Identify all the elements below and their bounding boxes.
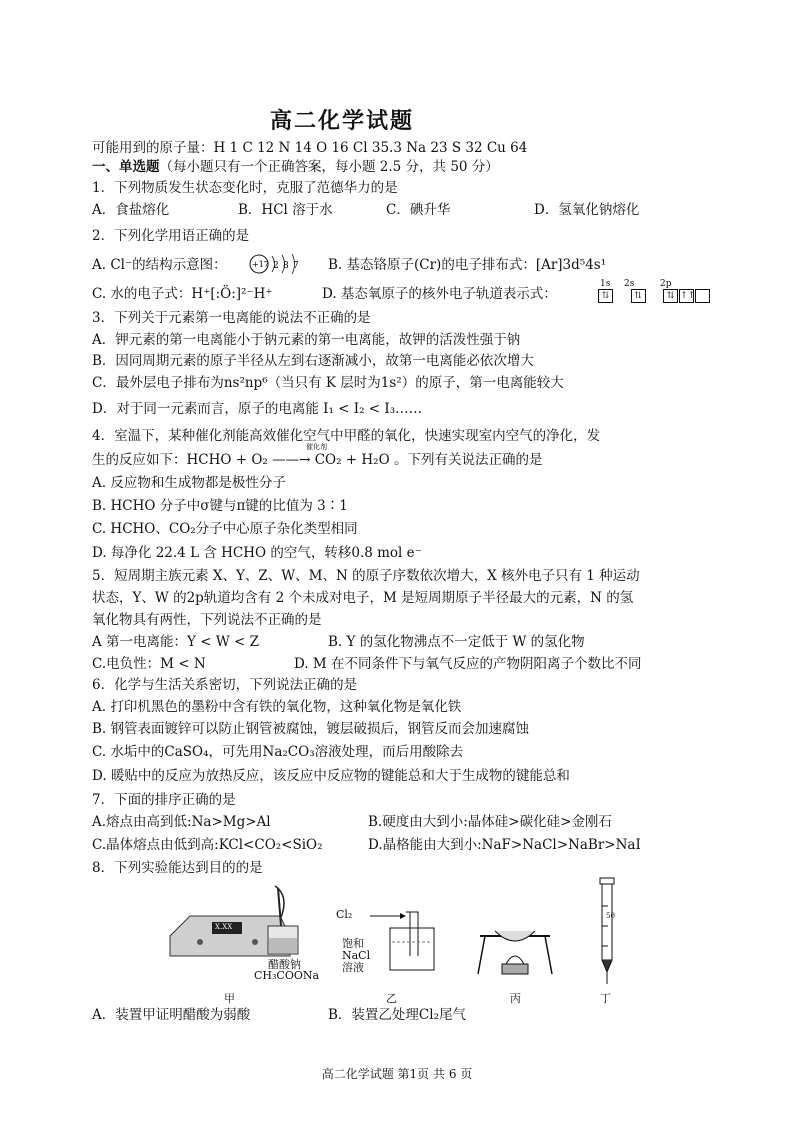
q4-stem-line1: 4．室温下，某种催化剂能高效催化空气中甲醛的氧化，快速实现室内空气的净化，发 xyxy=(92,428,601,444)
catalyst-label: 催化剂 xyxy=(306,443,327,451)
q1-option-c: C．碘升华 xyxy=(386,202,451,218)
q6-stem: 6．化学与生活关系密切，下列说法正确的是 xyxy=(92,677,358,693)
q3-option-c: C．最外层电子排布为ns²np⁶（当只有 K 层时为1s²）的原子，第一电离能较大 xyxy=(92,375,564,391)
svg-text:2: 2 xyxy=(273,261,279,271)
q4-option-a: A. 反应物和生成物都是极性分子 xyxy=(92,475,286,491)
page-title: 高二化学试题 xyxy=(270,108,415,134)
q4-option-b: B. HCHO 分子中σ键与π键的比值为 3∶1 xyxy=(92,498,348,514)
section-title: 一、单选题 xyxy=(92,159,160,175)
q8-option-a: A．装置甲证明醋酸为弱酸 xyxy=(92,1007,251,1023)
sodium-acetate-label: 醋酸钠 xyxy=(268,958,301,971)
q8-stem: 8．下列实验能达到目的的是 xyxy=(92,860,263,876)
q7-option-b: B.硬度由大到小:晶体硅>碳化硅>金刚石 xyxy=(368,814,612,830)
q1-option-a: A．食盐熔化 xyxy=(92,202,170,218)
nacl-solution-label xyxy=(342,938,370,974)
q7-option-c: C.晶体熔点由低到高:KCl<CO₂<SiO₂ xyxy=(92,837,323,853)
orbital-box-icon xyxy=(695,289,710,303)
section-heading xyxy=(92,158,499,176)
q3-stem: 3．下列关于元素第一电离能的说法不正确的是 xyxy=(92,310,371,326)
q3-option-d: D．对于同一元素而言，原子的电离能 I₁ < I₂ < I₃…… xyxy=(92,401,423,417)
evaporation-setup-icon xyxy=(478,931,552,974)
caption-bing: 丙 xyxy=(510,992,521,1005)
apparatus-figure xyxy=(160,876,660,1006)
q3-option-a: A．钾元素的第一电离能小于钠元素的第一电离能，故钾的活泼性强于钠 xyxy=(92,332,521,348)
q2-stem: 2．下列化学用语正确的是 xyxy=(92,228,250,244)
q4-stem-line2: 生的反应如下：HCHO + O₂ ——→ CO₂ + H₂O 。下列有关说法正确的是 xyxy=(92,452,543,468)
q2-option-d: D. 基态氧原子的核外电子轨道表示式： xyxy=(322,286,557,302)
svg-text:7: 7 xyxy=(293,261,299,271)
cl2-label: Cl₂ xyxy=(336,908,353,921)
q5-stem-line3: 氧化物具有两性，下列说法不正确的是 xyxy=(92,612,322,628)
q6-option-a: A. 打印机黑色的墨粉中含有铁的氧化物，这种氧化物是氧化铁 xyxy=(92,699,462,715)
nacl-label-line3: 溶液 xyxy=(342,961,364,974)
orbital-box-icon: ⇅ xyxy=(598,289,613,303)
q4-option-d: D. 每净化 22.4 L 含 HCHO 的空气，转移0.8 mol e⁻ xyxy=(92,545,422,561)
cl-structure-diagram xyxy=(248,250,308,283)
caption-ding: 丁 xyxy=(600,992,611,1005)
q4-option-c: C. HCHO、CO₂分子中心原子杂化类型相同 xyxy=(92,521,358,537)
orbital-2p-label: 2p xyxy=(660,279,672,289)
q1-stem: 1．下列物质发生状态变化时，克服了范德华力的是 xyxy=(92,180,398,196)
orbital-box-icon: ⇅ xyxy=(663,289,678,303)
orbital-1s-label: 1s xyxy=(600,279,611,289)
q5-option-c: C.电负性：M < N xyxy=(92,656,206,672)
ph-meter-icon xyxy=(170,886,298,956)
nacl-label-line1: 饱和 xyxy=(342,937,364,950)
q1-option-b: B．HCl 溶于水 xyxy=(238,202,333,218)
nacl-label-line2: NaCl xyxy=(342,949,371,962)
q6-option-d: D. 暖贴中的反应为放热反应，该反应中反应物的键能总和大于生成物的键能总和 xyxy=(92,768,570,784)
svg-text:+17: +17 xyxy=(252,260,269,269)
burette-mark: 50 xyxy=(606,912,615,920)
q6-option-b: B. 钢管表面镀锌可以防止钢管被腐蚀，镀层破损后，钢管反而会加速腐蚀 xyxy=(92,721,530,737)
orbital-box-icon: ↑↑ xyxy=(680,290,696,301)
q5-option-a: A 第一电离能：Y < W < Z xyxy=(92,634,259,650)
q2-option-c: C. 水的电子式：H⁺[:Ö:]²⁻H⁺ xyxy=(92,286,273,302)
q2-option-a: A. Cl⁻的结构示意图： xyxy=(92,257,227,273)
section-note: （每小题只有一个正确答案，每小题 2.5 分，共 50 分） xyxy=(159,159,499,175)
svg-text:8: 8 xyxy=(283,261,289,271)
q1-option-d: D．氢氧化钠熔化 xyxy=(534,202,640,218)
orbital-2s-label: 2s xyxy=(624,279,635,289)
caption-yi: 乙 xyxy=(386,992,397,1005)
q8-option-b: B．装置乙处理Cl₂尾气 xyxy=(328,1007,466,1023)
q2-option-b: B. 基态铬原子(Cr)的电子排布式：[Ar]3d⁵4s¹ xyxy=(328,257,607,273)
page-footer: 高二化学试题 第1页 共 6 页 xyxy=(321,1067,473,1081)
beaker-gas-absorption-icon xyxy=(370,912,434,970)
q7-option-a: A.熔点由高到低:Na>Mg>Al xyxy=(92,814,271,830)
q5-stem-line1: 5．短周期主族元素 X、Y、Z、W、M、N 的原子序数依次增大，X 核外电子只有 1 种运动 xyxy=(92,568,640,584)
q7-stem: 7．下面的排序正确的是 xyxy=(92,792,236,808)
orbital-box-icon: ⇅ xyxy=(631,289,646,303)
q5-option-b: B. Y 的氢化物沸点不一定低于 W 的氢化物 xyxy=(328,634,585,650)
caption-jia: 甲 xyxy=(224,992,235,1005)
q7-option-d: D.晶格能由大到小:NaF>NaCl>NaBr>NaI xyxy=(368,837,641,853)
q3-option-b: B．因同周期元素的原子半径从左到右逐渐减小，故第一电离能必依次增大 xyxy=(92,353,534,369)
q6-option-c: C. 水垢中的CaSO₄，可先用Na₂CO₃溶液处理，而后用酸除去 xyxy=(92,744,464,760)
q5-stem-line2: 状态，Y、W 的2p轨道均含有 2 个未成对电子，M 是短周期原子半径最大的元素，N 的氢 xyxy=(92,590,634,606)
atomic-masses: 可能用到的原子量：H 1 C 12 N 14 O 16 Cl 35.3 Na 23 S 32 Cu 64 xyxy=(92,140,528,156)
meter-display-readout: X.XX xyxy=(215,923,233,931)
sodium-acetate-formula: CH₃COONa xyxy=(254,969,320,982)
burette-icon xyxy=(600,878,614,984)
q5-option-d: D. M 在不同条件下与氧气反应的产物阴阳离子个数比不同 xyxy=(294,656,642,672)
